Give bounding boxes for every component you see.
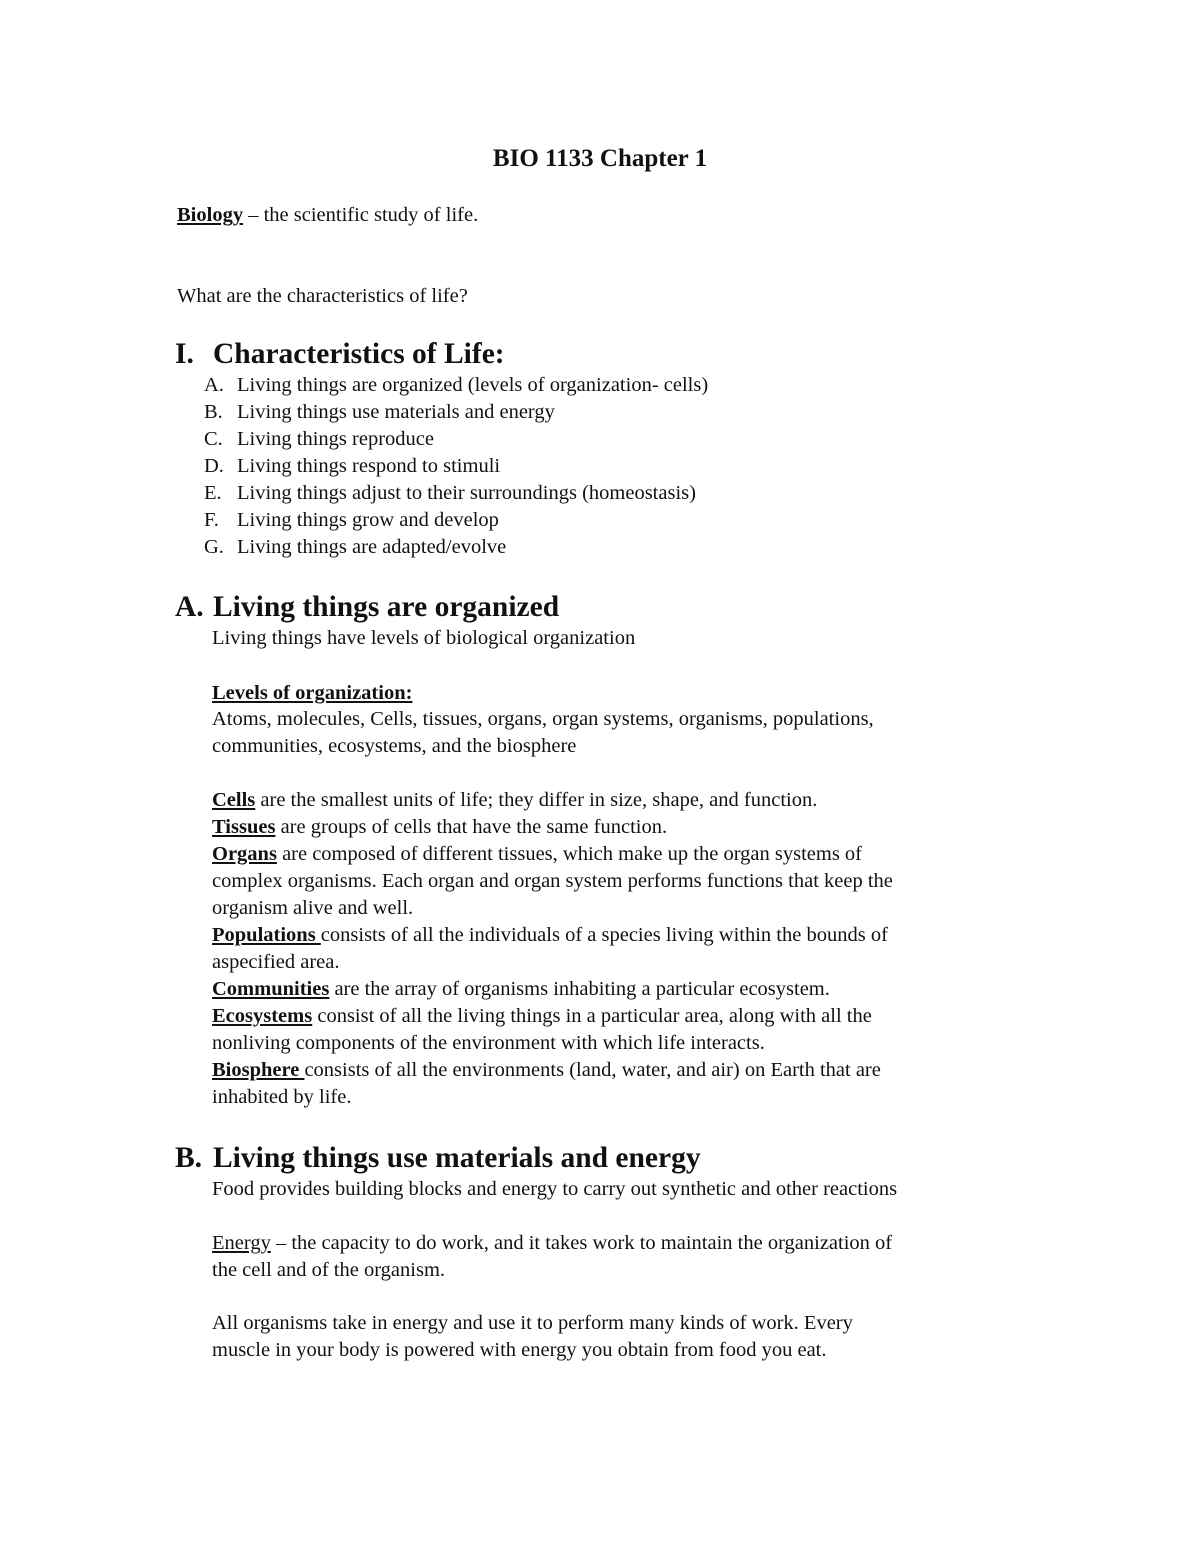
energy-paragraph: All organisms take in energy and use it to perform many kinds of work. Every muscle in your body is powered with energy you obtain from food you eat. — [212, 1312, 853, 1361]
levels-list — [212, 706, 874, 760]
list-item: C. Living things reproduce — [204, 428, 434, 450]
section-a-letter: A. — [175, 591, 204, 623]
section-a-intro: Living things have levels of biological organization — [212, 627, 636, 649]
section-i-heading — [175, 338, 505, 370]
section-i-heading-text: Characteristics of Life: — [213, 338, 505, 370]
list-item: F. Living things grow and develop — [204, 509, 499, 531]
ecosystems-definition: Ecosystems consist of all the living things in a particular area, along with all the — [212, 1005, 872, 1027]
characteristics-question: What are the characteristics of life? — [177, 285, 468, 307]
biosphere-definition: Biosphere consists of all the environments (land, water, and air) on Earth that are — [212, 1059, 881, 1081]
biosphere-term: Biosphere — [212, 1059, 305, 1081]
energy-definition: Energy – the capacity to do work, and it takes work to maintain the organization of the cell and of the organism. — [212, 1232, 893, 1281]
section-a-heading — [175, 591, 559, 623]
organs-definition: Organs are composed of different tissues, which make up the organ systems of — [212, 843, 862, 865]
organization-definitions: Cells are the smallest units of life; they differ in size, shape, and function. Tissues are groups of cells that have the same function. Organs are composed of different tissues, which make up the organ systems of complex organisms. Each organ and organ system performs functions that keep the organism alive and well. Populations consists of all the individuals of a species living within the bounds of aspecified area. Communities are the array of organisms inhabiting a particular ecosystem. Ecosystems consist of all the living things in a particular area, along with all the nonliving components of the environment with which life interacts. Biosphere consists of all the environments (land, water, and air) on Earth that are inhabited by life. — [212, 789, 893, 1108]
communities-term: Communities — [212, 978, 330, 1000]
list-item: D. Living things respond to stimuli — [204, 455, 501, 477]
list-item: G. Living things are adapted/evolve — [204, 536, 507, 558]
biology-definition-text: – the scientific study of life. — [243, 204, 479, 226]
section-a-heading-text: Living things are organized — [213, 591, 560, 623]
biology-definition — [177, 202, 478, 229]
list-item: A. Living things are organized (levels of organization- cells) — [204, 374, 709, 396]
cells-term: Cells — [212, 789, 256, 811]
communities-definition: Communities are the array of organisms inhabiting a particular ecosystem. — [212, 978, 830, 1000]
biology-term: Biology — [177, 204, 244, 226]
levels-line: Atoms, molecules, Cells, tissues, organs, organ systems, organisms, populations, — [212, 708, 874, 730]
levels-label: Levels of organization: — [212, 682, 413, 704]
tissues-term: Tissues — [212, 816, 276, 838]
cells-definition: Cells are the smallest units of life; they differ in size, shape, and function. — [212, 789, 818, 811]
energy-term: Energy — [212, 1232, 271, 1254]
characteristics-list — [204, 372, 708, 561]
page-title: BIO 1133 Chapter 1 — [492, 145, 708, 172]
section-b-intro: Food provides building blocks and energy to carry out synthetic and other reactions — [212, 1178, 898, 1200]
section-b-heading — [175, 1142, 701, 1174]
ecosystems-term: Ecosystems — [212, 1005, 313, 1027]
populations-definition: Populations consists of all the individuals of a species living within the bounds of — [212, 924, 888, 946]
section-b-letter: B. — [175, 1142, 203, 1174]
populations-term: Populations — [212, 924, 321, 946]
list-item: B. Living things use materials and energy — [204, 401, 555, 423]
organs-term: Organs — [212, 843, 277, 865]
levels-line: communities, ecosystems, and the biosphere — [212, 735, 577, 757]
section-i-numeral: I. — [175, 338, 194, 370]
tissues-definition: Tissues are groups of cells that have the same function. — [212, 816, 668, 838]
section-b-heading-text: Living things use materials and energy — [213, 1142, 701, 1174]
list-item: E. Living things adjust to their surroundings (homeostasis) — [204, 482, 696, 504]
